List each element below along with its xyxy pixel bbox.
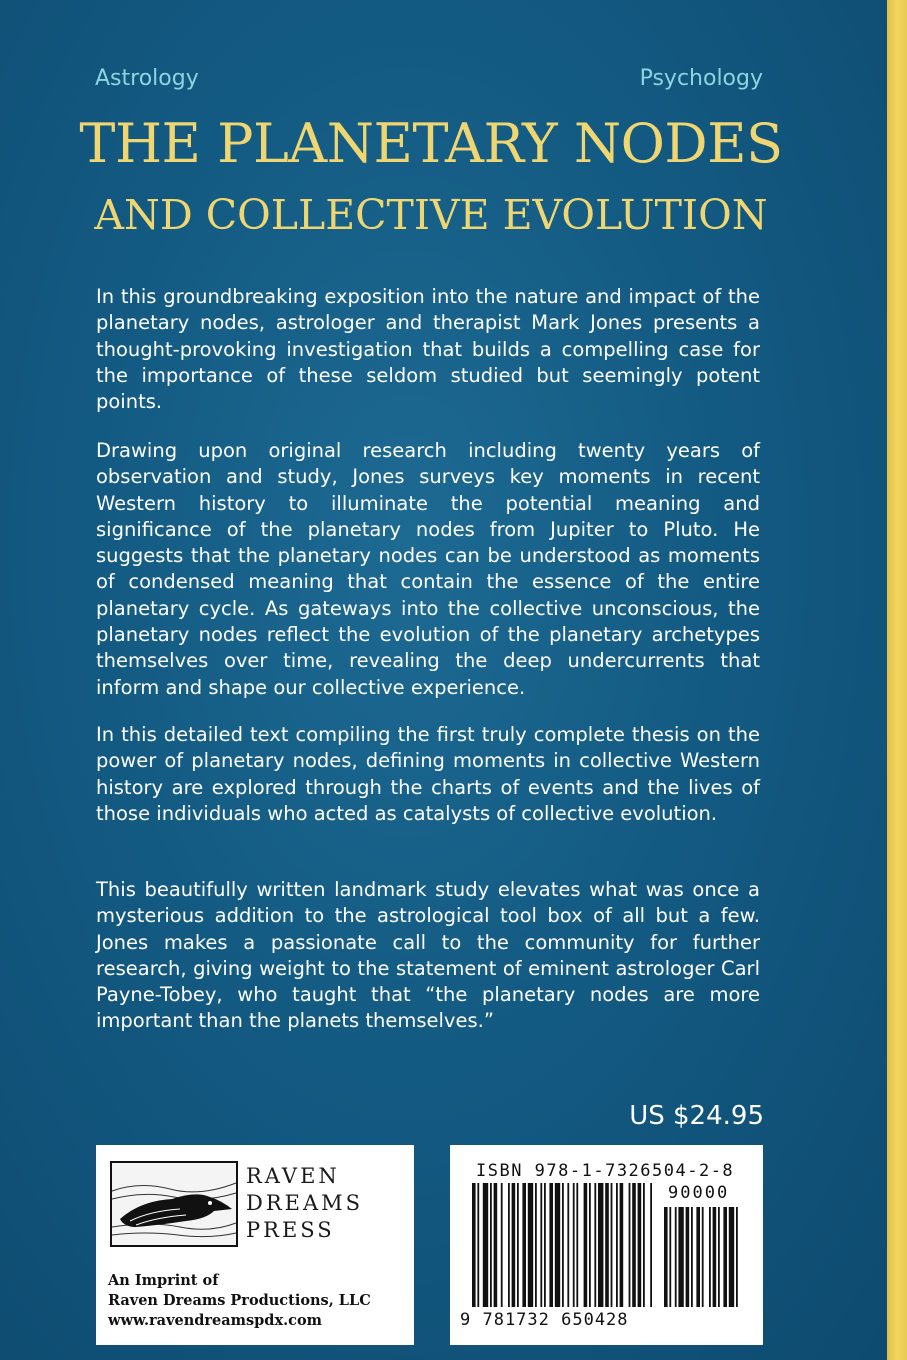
blurb-paragraph-3: In this detailed text compiling the first truly complete thesis on the power of planetary nodes, defining moments in collective Western history are explored through the charts of events and the lives of those individuals who acted as catalysts of collective evolution. — [96, 723, 760, 825]
raven-woodcut-icon — [110, 1161, 238, 1247]
isbn-barcode — [450, 1145, 763, 1345]
press-name — [246, 1163, 406, 1244]
category-psychology: Psychology — [639, 66, 763, 91]
book-subtitle: AND COLLECTIVE EVOLUTION — [94, 191, 768, 239]
category-astrology: Astrology — [95, 66, 199, 91]
barcode-addon-number: 90000 — [668, 1183, 730, 1203]
imprint-block — [108, 1271, 408, 1331]
imprint-line2: Raven Dreams Productions, LLC — [108, 1292, 371, 1309]
imprint-line1: An Imprint of — [108, 1272, 219, 1289]
publisher-logo-box — [96, 1145, 414, 1345]
price-label: US $24.95 — [629, 1101, 764, 1131]
press-name-line1: RAVEN — [246, 1164, 340, 1188]
publisher-website: www.ravendreamspdx.com — [108, 1312, 322, 1329]
book-title: THE PLANETARY NODES — [79, 112, 783, 175]
press-name-line2: DREAMS — [246, 1191, 364, 1215]
press-name-line3: PRESS — [246, 1218, 335, 1242]
spine-edge — [887, 0, 907, 1360]
blurb-paragraph-1: In this groundbreaking exposition into the nature and impact of the planetary nodes, astrologer and therapist Mark Jones presents a thought-provoking investigation that builds a compelling case for the importance of these seldom studied but seemingly potent points. — [96, 285, 760, 414]
barcode-ean-number: 9 781732 650428 — [460, 1310, 629, 1330]
blurb-paragraph-2: Drawing upon original research including twenty years of observation and study, Jones surveys key moments in recent Western history to illuminate the potential meaning and significance of the planetary nodes from Jupiter to Pluto. He suggests that the planetary nodes can be understood as moments of condensed meaning that contain the essence of the entire planetary cycle. As gateways into the collective unconscious, the planetary nodes reflect the evolution of the planetary archetypes themselves over time, revealing the deep undercurrents that inform and shape our collective experience. — [96, 439, 760, 699]
isbn-number: ISBN 978-1-7326504-2-8 — [476, 1161, 735, 1181]
blurb-paragraph-4: This beautifully written landmark study elevates what was once a mysterious addition to the astrological tool box of all but a few. Jones makes a passionate call to the community for further research, giving weight to the statement of eminent astrologer Carl Payne-Tobey, who taught that “the planetary nodes are more important than the planets themselves.” — [96, 878, 760, 1033]
